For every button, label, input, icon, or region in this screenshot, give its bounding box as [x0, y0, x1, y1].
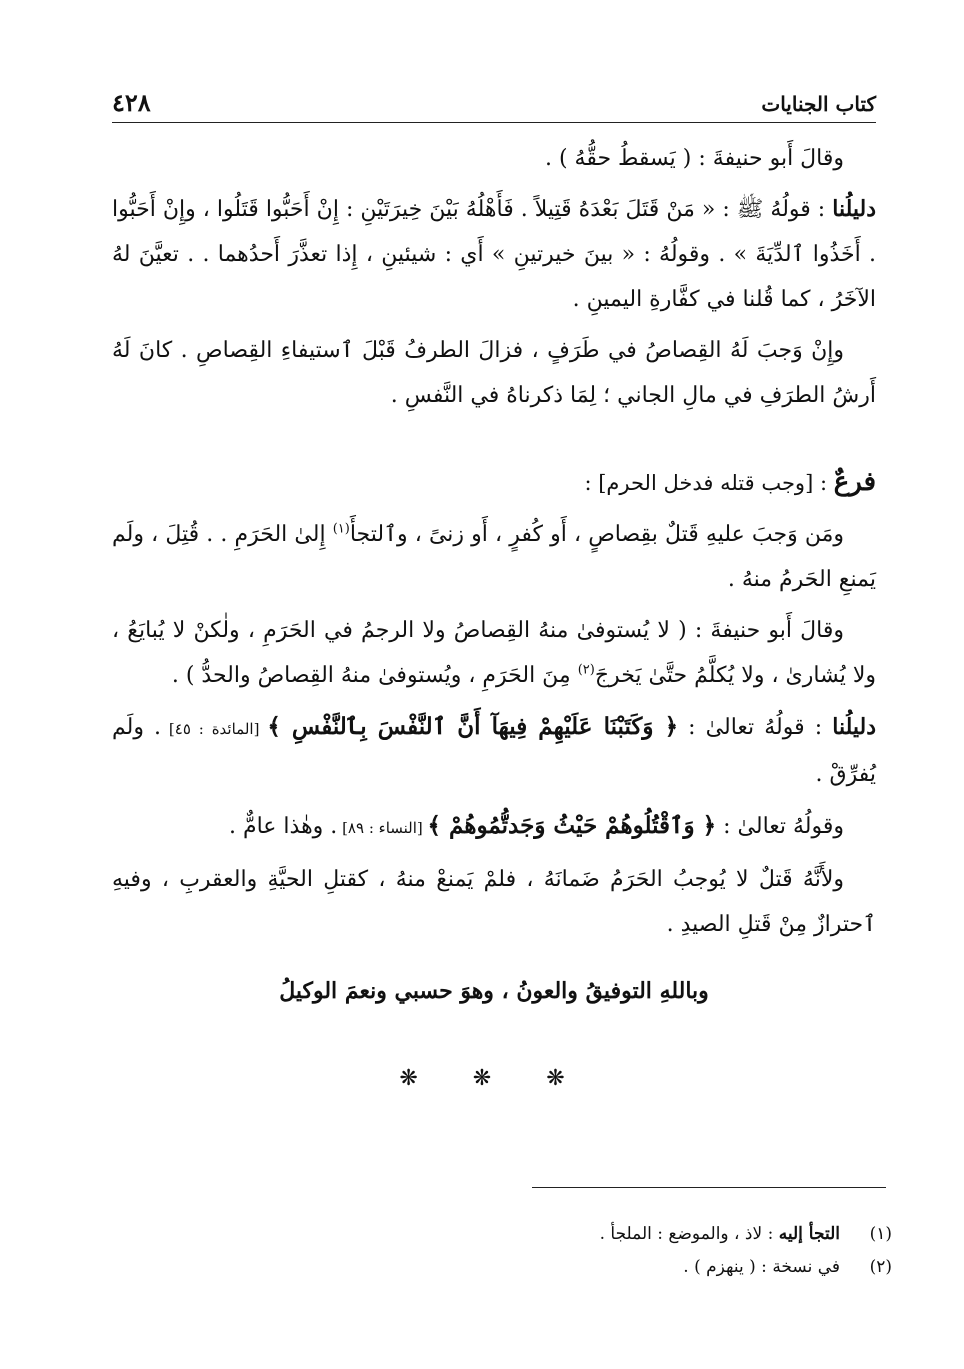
- branch-heading: [112, 460, 876, 506]
- paragraph-verse-2: [112, 803, 876, 851]
- text-segment: إِلىٰ الحَرَمِ . . قُتِلَ ، ولَم يَمنعِ الحَرمُ منهُ .: [112, 522, 876, 592]
- evidence-lead: دليلُنا: [832, 196, 876, 222]
- paragraph-evidence-1: [112, 187, 876, 322]
- quran-verse: ﴿ وَٱقْتُلُوهُمْ حَيْثُ وَجَدتُّمُوهُمْ ﴾: [427, 812, 717, 839]
- quran-verse: ﴿ وَكَتَبْنَا عَلَيْهِمْ فِيهَآ أَنَّ ٱلنَّفْسَ بِٱلنَّفْسِ ﴾: [267, 713, 679, 740]
- footnote-number: (١): [869, 1224, 892, 1244]
- paragraph-abu-hanifa-1: وقالَ أَبو حنيفةَ : ( يَسقطُ حقُّهُ ) .: [544, 146, 844, 171]
- verse-reference: [النساء : ٨٩]: [337, 819, 428, 837]
- footnote-2: [292, 1251, 892, 1284]
- footnote-number: (٢): [869, 1257, 892, 1277]
- text-segment: . ولَم يُفرِّقْ .: [112, 715, 876, 787]
- paragraph-refuge-in-haram: [112, 512, 876, 602]
- paragraph-limb-retaliation: وإِنْ وَجبَ لَهُ القِصاصُ في طَرَفٍ ، فزالَ الطرفُ قَبْلَ ٱستيفاءِ القِصاصِ . كانَ لَهُ أَرشُ الطرَفِ في مالِ الجاني ؛ لِمَا ذكرناهُ في النَّفسِ .: [112, 338, 876, 408]
- text-segment: مِنَ الحَرَمِ ، ويُستوفىٰ منهُ القِصاصُ والحدُّ ) .: [171, 663, 578, 688]
- page-number: ٤٢٨: [112, 88, 151, 117]
- paragraph-evidence-2: [112, 704, 876, 797]
- evidence-text: : قولُهُ ﷺ : « مَنْ قَتَلَ بَعْدَهُ قَتِيلاً . فَأَهْلُهُ بَيْنَ خِيرَتَيْنِ : إِنْ أَحَبُّوا قَتَلُوا ، وإِنْ أَحَبُّوا . أَخَذُوا ٱلدِّيَةَ » . وقولُهُ : « بينَ خيرتينِ » أَي : شيئينِ ، إِذا تعذَّرَ أَحدُهما . . تعيَّنَ لهُ الآخَرُ ، كما قُلنا في كفَّارةِ اليمينِ .: [112, 197, 876, 312]
- text-segment: وقالَ أَبو حنيفةَ : ( لا يُستوفىٰ منهُ القِصاصُ ولا الرجمُ في الحَرَمِ ، ولٰكنْ لا يُبايَعُ ، ولا يُشارىٰ ، ولا يُكلَّمُ حتَّىٰ يَخرجَ: [112, 618, 876, 688]
- text-segment: . وهٰذا عامٌّ .: [228, 814, 338, 839]
- footnote-lead: التجأ إليه: [778, 1224, 840, 1244]
- paragraph-abu-hanifa-2: [112, 608, 876, 698]
- running-header: [112, 84, 876, 118]
- running-title: كتاب الجنايات: [761, 92, 876, 116]
- main-text: [112, 136, 876, 1094]
- footnote-divider: [532, 1187, 886, 1188]
- verse-reference: [المائدة : ٤٥]: [161, 720, 268, 738]
- section-end-ornament: ❋ ❋ ❋: [399, 1066, 589, 1091]
- footnote-text: [600, 1218, 840, 1251]
- footnote-text: [683, 1251, 840, 1284]
- closing-formula: وباللهِ التوفيقُ والعونُ ، وهوَ حسبي ونعمَ الوكيلُ: [279, 978, 709, 1004]
- footnote-1: [292, 1218, 892, 1251]
- branch-title: : [وجب قتله فدخل الحرم] :: [584, 471, 834, 495]
- header-divider: [112, 122, 876, 123]
- text-segment: : قولُهُ تعالىٰ :: [678, 715, 833, 740]
- footnote-body: في نسخة : ( ينهزم ) .: [683, 1257, 840, 1277]
- footnote-body: : لاذ ، والموضع : الملجأ .: [599, 1224, 779, 1244]
- text-segment: وقولُهُ تعالىٰ :: [716, 814, 844, 839]
- footnotes: [292, 1218, 892, 1284]
- branch-lead: فرعٌ: [833, 467, 876, 497]
- text-segment: ومَن وَجبَ عليهِ قَتلٌ بقِصاصٍ ، أَو كُفرٍ ، أَو زنىً ، وٱلتجأَ: [349, 522, 844, 547]
- paragraph-analogy: ولأَنَّهُ قَتلٌ لا يُوجبُ الحَرَمُ ضَمانَهُ ، فلمْ يَمنعْ منهُ ، كقتلِ الحيَّةِ والعقربِ ، وفيهِ ٱحترازٌ مِنْ قَتلِ الصيدِ .: [112, 867, 876, 937]
- footnote-marker-2[interactable]: (٢): [577, 662, 595, 678]
- evidence-lead: دليلُنا: [832, 714, 876, 740]
- footnote-marker-1[interactable]: (١): [332, 521, 350, 537]
